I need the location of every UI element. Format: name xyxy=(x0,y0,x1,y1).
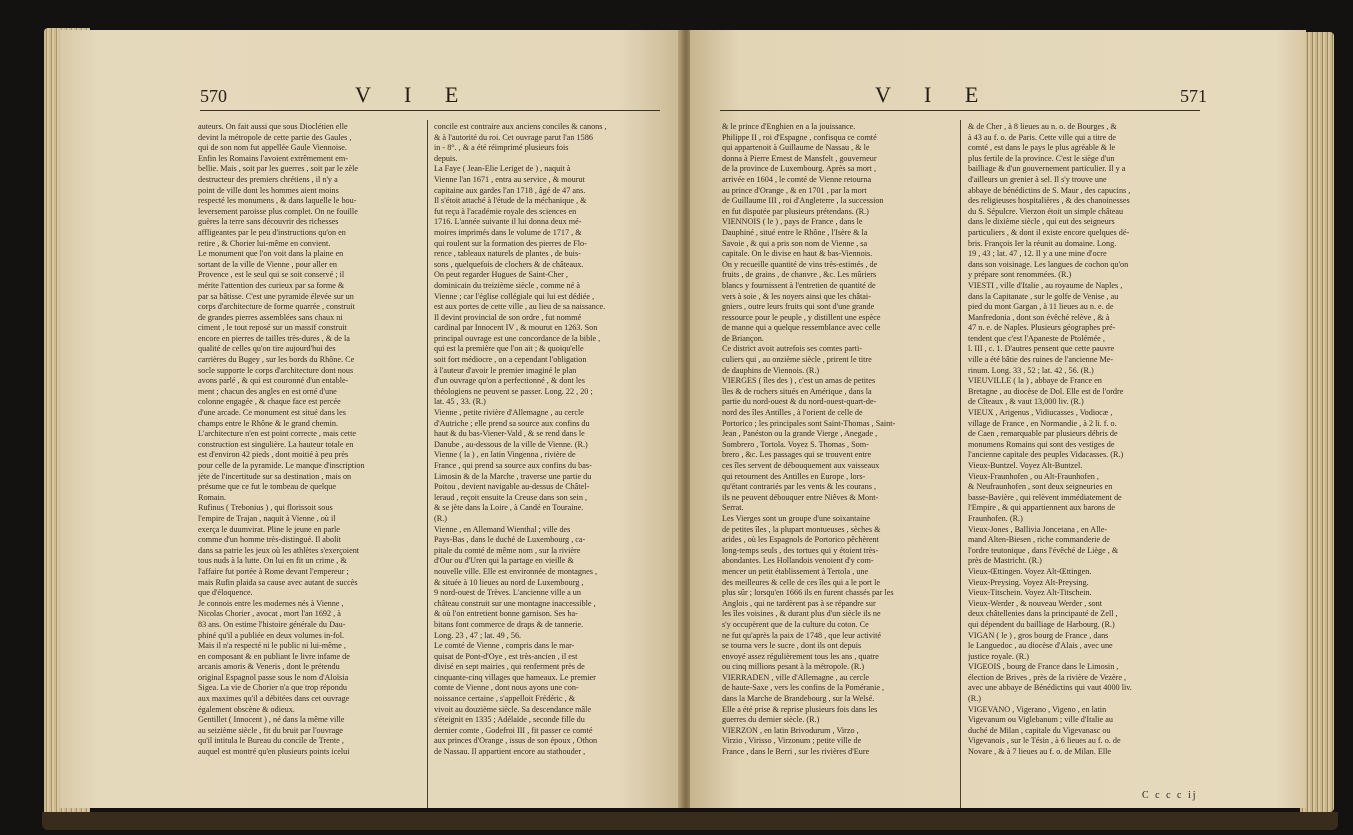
text-line: L'architecture n'en est point correcte , mais cette xyxy=(198,429,356,439)
text-line: comme d'un homme très-distingué. Il abolit xyxy=(198,535,341,545)
text-line: guerres du dernier siècle. (R.) xyxy=(722,715,820,725)
text-line: aux maximes qu'il a débitées dans cet ouvrage xyxy=(198,694,350,704)
text-line: basse-Bavière , qui relèvent immédiatement de xyxy=(968,492,1122,502)
text-line: particuliers , & dont il existe encore quelques dé- xyxy=(968,227,1130,237)
text-line: de haute-Saxe , vers les confins de la Poméranie , xyxy=(722,683,885,693)
text-line: On y recueille quantité de vins très-estimés , de xyxy=(722,259,878,269)
text-line: en fut disputée par plusieurs prétendans. (R.) xyxy=(722,206,869,216)
text-line: cardinal par Innocent IV , & mourut en 1263. Son xyxy=(434,323,598,333)
text-line: Vienne , petite rivière d'Allemagne , au cercle xyxy=(434,408,584,418)
signature-mark: C c c c ij xyxy=(1142,790,1198,801)
text-line: mencer un petit établissement à Tertola , une xyxy=(722,566,869,576)
text-line: de petites îles , la plupart montueuses , sèches & xyxy=(722,524,881,534)
text-line: bellie. Mais , soit par les guerres , soit par le zèle xyxy=(198,164,359,174)
text-line: ils ne peuvent débouquer entre Niêves & Mont- xyxy=(722,492,879,502)
text-line: ressource pour le peuple , y distillent une espèce xyxy=(722,312,881,322)
text-line: rence , tableaux naturels de plantes , de buis- xyxy=(434,249,581,259)
text-line: On peut regarder Hugues de Saint-Cher , xyxy=(434,270,568,280)
text-line: de Briançon. xyxy=(722,333,764,343)
text-line: Limosin & de la Marche , traverse une partie du xyxy=(434,471,592,481)
text-line: d'un ouvrage qu'on a perfectionné , & dont les xyxy=(434,376,585,386)
text-line: mérite l'attention des curieux par sa forme & xyxy=(198,280,345,290)
text-line: d'une arcade. Ce monument est situé dans les xyxy=(198,408,346,418)
left-page-column-2 xyxy=(434,122,662,808)
text-line: jète de l'incertitude sur sa destination , mais on xyxy=(198,471,352,481)
text-line: au prince d'Orange , & en 1701 , par la mort xyxy=(722,185,867,195)
text-line: noissance certaine , s'appelloit Frédéric , & xyxy=(434,694,576,704)
text-line: Nicolas Chorier , avocat , mort l'an 1692 , à xyxy=(198,609,341,619)
text-line: Pays-Bas , dans le duché de Luxembourg , ca- xyxy=(434,535,586,545)
text-line: arcanis amoris & Veneris , dont le prétendu xyxy=(198,662,340,672)
text-line: élection de Brives , près de la rivière de Vezère , xyxy=(968,672,1127,682)
text-line: blancs y fournissent à l'entretien de quantité de xyxy=(722,280,876,290)
text-line: vers à soie , & les noyers ainsi que les châtai- xyxy=(722,291,871,301)
text-line: capitaine aux gardes l'an 1718 , âgé de 47 ans. xyxy=(434,185,586,195)
text-line: avons parlé , & qui est couronné d'un entable- xyxy=(198,376,349,386)
text-line: retire , & Chorier lui-même en convient. xyxy=(198,238,331,248)
text-line: que d'éloquence. xyxy=(198,588,253,598)
text-line: Fraunhofen. (R.) xyxy=(968,513,1023,523)
text-line: France , qui prend sa source aux confins du bas- xyxy=(434,461,592,470)
text-line: VIEUVILLE ( la ) , abbaye de France en xyxy=(968,376,1102,386)
text-line: de Cîteaux , & vaut 13,000 liv. (R.) xyxy=(968,397,1084,407)
text-line: Vigevanum ou Viglebanum ; ville d'Italie au xyxy=(968,715,1113,725)
text-line: l'Empire , & qui appartiennent aux barons de xyxy=(968,503,1115,513)
text-line: VIERRADEN , ville d'Allemagne , au cercle xyxy=(722,672,869,682)
text-line: soit fort médiocre , on a cependant l'obligation xyxy=(434,355,587,365)
text-line: qui roulent sur la formation des pierres de Flo- xyxy=(434,238,587,248)
text-line: qualité de celles qu'on tire aujourd'hui des xyxy=(198,344,336,354)
text-line: îles & de rochers situés en Amérique , dans la xyxy=(722,386,872,396)
text-line: est aux portes de cette ville , au lieu de sa naissance. xyxy=(434,302,606,312)
text-line: de Nassau. Il appartient encore au stathouder , xyxy=(434,747,586,757)
text-line: VIENNOIS ( le ) , pays de France , dans le xyxy=(722,217,863,227)
text-line: à l'auteur d'avoir le premier imaginé le plan xyxy=(434,365,577,375)
text-line: de Caen , remarquable par plusieurs débris de xyxy=(968,429,1118,439)
text-line: Romain. xyxy=(198,492,226,502)
text-line: fut reçu à l'académie royale des sciences en xyxy=(434,206,577,216)
text-line: ou cinq millions pesant à la métropole. (R.) xyxy=(722,662,865,672)
text-line: & à l'autorité du roi. Cet ouvrage parut l'an 1586 xyxy=(434,132,593,142)
text-line: concile est contraire aux anciens conciles & canons , xyxy=(434,122,607,131)
text-line: respecté les monumens , & dans laquelle le bou- xyxy=(198,196,357,206)
text-line: village de France , en Normandie , à 2 li. f. o. xyxy=(968,418,1117,428)
text-line: Sombrero , Tortola. Voyez S. Thomas , Som- xyxy=(722,439,869,449)
text-line: Enfin les Romains l'avoient extrêmement em- xyxy=(198,153,348,163)
text-line: VIESTI , ville d'Italie , au royaume de Naples , xyxy=(968,280,1123,290)
text-line: 19 , 43 ; lat. 47 , 12. Il y a une mine d'ocre xyxy=(968,249,1107,259)
text-line: (R.) xyxy=(968,694,981,704)
text-line: mand Alten-Biesen , riche commanderie de xyxy=(968,535,1110,545)
text-line: se tourna vers le sucre , dont ils ont depuis xyxy=(722,641,862,651)
text-line: & où l'on entretient bonne garnison. Ses ha- xyxy=(434,609,578,619)
text-line: champs entre le Rhône & le grand chemin. xyxy=(198,418,339,428)
text-line: ne fut qu'après la paix de 1748 , que leur activité xyxy=(722,630,882,640)
text-line: arrivée en 1604 , le comté de Vienne retourna xyxy=(722,174,872,184)
text-line: l'ancienne capitale des peuples Vidacasses. (R.) xyxy=(968,450,1124,460)
text-line: comté , est dans le pays le plus agréable & le xyxy=(968,143,1116,153)
text-line: l'affaire fut portée à Rome devant l'empereur ; xyxy=(198,566,349,576)
text-line: présume que ce fut le tombeau de quelque xyxy=(198,482,336,492)
text-line: du S. Sépulcre. Vierzon étoit un simple château xyxy=(968,206,1124,216)
text-line: rinum. Long. 33 , 52 ; lat. 42 , 56. (R.) xyxy=(968,365,1094,375)
text-line: s'y occupèrent que de la culture du coton. Ce xyxy=(722,619,869,629)
text-line: également obscène & odieux. xyxy=(198,704,295,714)
text-line: culiers qui , au onzième siècle , prirent le titre xyxy=(722,355,872,365)
text-line: Provence , est le seul qui se soit conservé ; il xyxy=(198,270,345,280)
text-line: gniers , outre leurs fruits qui sont d'une grande xyxy=(722,302,875,312)
text-line: & se jète dans la Loire , à Candé en Touraine. xyxy=(434,503,584,513)
text-line: de la province de Luxembourg. Après sa mort , xyxy=(722,164,877,174)
text-line: point de ville dont les hommes aient moins xyxy=(198,185,339,195)
text-line: pour celle de la pyramide. Le manque d'inscription xyxy=(198,461,365,470)
text-line: Je connois entre les modernes nés à Vienne , xyxy=(198,598,344,608)
text-line: à 43 au f. o. de Paris. Cette ville qui a titre de xyxy=(968,132,1117,142)
text-line: l. III , c. 1. D'autres pensent que cette pauvre xyxy=(968,344,1115,354)
text-line: Vieux-Preysing. Voyez Alt-Preysing. xyxy=(968,577,1089,587)
text-line: s'éteignit en 1335 ; Adélaïde , seconde fille du xyxy=(434,715,585,725)
book-cover xyxy=(42,812,1338,830)
text-line: pied du mont Gargan , à 11 lieues au n. e. de xyxy=(968,302,1114,312)
text-line: VIGEVANO , Vigerano , Vigeno , en latin xyxy=(968,704,1107,714)
text-line: in - 8°. , & a été réimprimé plusieurs fois xyxy=(434,143,569,153)
text-line: Vienne , en Allemand Wienthal ; ville des xyxy=(434,524,571,534)
text-line: Vienne ( la ) , en latin Vingenna , rivière de xyxy=(434,450,576,460)
text-line: Vienne l'an 1671 , entra au service , & mourut xyxy=(434,174,585,184)
page-number: 571 xyxy=(1180,86,1207,106)
text-line: abondantes. Les Hollandois venoient d'y com- xyxy=(722,556,874,566)
text-line: colonne engagée , & chaque face est percée xyxy=(198,397,341,407)
text-line: théologiens ne peuvent se passer. Long. 22 , 20 ; xyxy=(434,386,593,396)
text-line: bris. François Ier la réunit au domaine. Long. xyxy=(968,238,1117,248)
text-line: qui appartenoit à Guillaume de Nassau , & le xyxy=(722,143,870,153)
text-line: Anglois , qui ne tardèrent pas à se répandre sur xyxy=(722,598,876,608)
text-line: devint la métropole de cette partie des Gaules , xyxy=(198,132,352,142)
header-rule xyxy=(720,110,1200,111)
text-line: Novare , & à 7 lieues au f. o. de Milan. Elle xyxy=(968,747,1112,757)
text-line: monumens Romains qui sont des vestiges de xyxy=(968,439,1115,449)
text-line: qui de son nom fut appellée Gaule Viennoise. xyxy=(198,143,347,153)
text-line: socle supporte le corps d'architecture dont nous xyxy=(198,365,354,375)
text-line: exerça le duumvirat. Pline le jeune en parle xyxy=(198,524,340,534)
text-line: au seizième siècle , fit du bruit par l'ouvrage xyxy=(198,725,343,735)
text-line: Vienne ; car l'église collégiale qui lui est dédiée , xyxy=(434,291,595,301)
text-line: Serrat. xyxy=(722,503,744,513)
text-line: fruits , de grains , de chanvre , &c. Les mûriers xyxy=(722,270,877,280)
text-line: Virzio , Virisso , Virzonum ; petite ville de xyxy=(722,736,862,746)
text-line: l'empire de Trajan , naquit à Vienne , où il xyxy=(198,513,336,523)
text-line: Poitou , devient navigable au-dessus de Châtel- xyxy=(434,482,590,492)
text-line: de Guillaume III , roi d'Angleterre , la succession xyxy=(722,196,884,206)
text-line: mais Rufin plaida sa cause avec autant de succès xyxy=(198,577,358,587)
left-page xyxy=(60,30,682,808)
text-line: sons , quelquefois de clochers & de châteaux. xyxy=(434,259,584,269)
text-line: de dauphins de Viennois. (R.) xyxy=(722,365,820,375)
text-line: carrières du Bugey , sur les bords du Rhône. Ce xyxy=(198,355,355,365)
text-line: Les Vierges sont un groupe d'une soixantaine xyxy=(722,513,871,523)
text-line: d'Autriche ; elle prend sa source aux confins du xyxy=(434,418,590,428)
text-line: Il devint provincial de son ordre , fut nommé xyxy=(434,312,582,322)
text-line: abbaye de bénédictins de S. Maur , des capucins , xyxy=(968,185,1131,195)
text-line: dominicain du treizième siècle , comme né à xyxy=(434,280,580,290)
text-line: VIGEOIS , bourg de France dans le Limosin , xyxy=(968,662,1119,672)
text-line: bailliage & d'un gouvernement particulier. Il y a xyxy=(968,164,1126,174)
text-line: VIERZON , en latin Brivodurum , Virzo , xyxy=(722,725,859,735)
text-line: haut & du bas-Viener-Vald , & se rend dans le xyxy=(434,429,585,439)
text-line: Danube , au-dessous de la ville de Vienne. (R.) xyxy=(434,439,588,449)
text-line: leraud , reçoit ensuite la Creuse dans son sein , xyxy=(434,492,588,502)
text-line: depuis. xyxy=(434,153,458,163)
text-line: d'Our ou d'Uren qui la partage en vieille & xyxy=(434,556,574,566)
text-line: qu'étant contrariés par les vents & les courans , xyxy=(722,482,877,492)
text-line: bitans font commerce de draps & de tannerie. xyxy=(434,619,584,629)
text-line: dans son voisinage. Les langues de cochon qu'on xyxy=(968,259,1129,269)
text-line: Ce district avoit autrefois ses comtes parti- xyxy=(722,344,863,354)
column-divider xyxy=(427,120,428,808)
text-line: les îles voisines , & durant plus d'un siècle ils ne xyxy=(722,609,881,619)
text-line: dans la Marche de Brandebourg , sur la Welsé. xyxy=(722,694,875,704)
text-line: principal ouvrage est une concordance de la bible , xyxy=(434,333,601,343)
text-line: tous nuds à la lutte. On lui en fit un crime , & xyxy=(198,556,347,566)
text-line: qui est la première que l'on ait ; & quoiqu'elle xyxy=(434,344,584,354)
running-head: V I E xyxy=(875,82,993,107)
text-line: plus fertile de la province. C'est le siège d'un xyxy=(968,153,1115,163)
text-line: Portorico ; les principales sont Saint-Thomas , Saint- xyxy=(722,418,896,428)
text-line: quisat de Pont-d'Oye , est très-ancien , il est xyxy=(434,651,578,661)
text-line: moires imprimés dans le volume de 1717 , & xyxy=(434,227,582,237)
running-head: V I E xyxy=(355,82,473,107)
text-line: Vieux-Buntzel. Voyez Alt-Buntzel. xyxy=(968,461,1083,470)
text-line: La Faye ( Jean-Elie Leriget de ) , naquit à xyxy=(434,164,571,174)
text-line: duché de Milan , capitale du Vigevanasc ou xyxy=(968,725,1111,735)
right-page xyxy=(690,30,1306,808)
text-line: & de Cher , à 8 lieues au n. o. de Bourges , & xyxy=(968,122,1117,131)
text-line: Manfredonia , dont son évêché relève , & à xyxy=(968,312,1110,322)
text-line: des meilleures & celle de ces îles qui a le port le xyxy=(722,577,881,587)
text-line: auteurs. On fait aussi que sous Dioclétien elle xyxy=(198,122,348,131)
text-line: VIEUX , Arigenus , Vidiucasses , Vodiocæ , xyxy=(968,408,1113,418)
text-line: ville a été bâtie des ruines de l'ancienne Me- xyxy=(968,355,1114,365)
text-line: deux châtellenies dans la principauté de Zell , xyxy=(968,609,1118,619)
text-line: brero , &c. Les passages qui se trouvent entre xyxy=(722,450,872,460)
text-line: Rufinus ( Trebonius ) , qui florissoit sous xyxy=(198,503,333,513)
text-line: Long. 23 , 47 ; lat. 49 , 56. xyxy=(434,630,522,640)
text-line: Philippe II , roi d'Espagne , confisqua ce comté xyxy=(722,132,877,142)
text-line: dans sa patrie les jeux où les athlètes s'exerçoient xyxy=(198,545,360,555)
text-line: Le monument que l'on voit dans la plaine en xyxy=(198,249,344,259)
text-line: & Neufraunhofen , sont deux seigneuries en xyxy=(968,482,1113,492)
right-page-column-1 xyxy=(722,122,954,808)
text-line: comte de Vienne , dont nous ayons une con- xyxy=(434,683,579,693)
text-line: sortant de la ville de Vienne , pour aller en xyxy=(198,259,337,269)
text-line: 47 n. e. de Naples. Plusieurs géographes pré- xyxy=(968,323,1116,333)
text-line: qu'il intitula le Bureau du concile de Trente , xyxy=(198,736,344,746)
text-line: Vieux-Werder , & nouveau Werder , sont xyxy=(968,598,1102,608)
text-line: près de Mastricht. (R.) xyxy=(968,556,1042,566)
text-line: Vieux-Fraunhofen , ou Alt-Fraunhofen , xyxy=(968,471,1099,481)
text-line: qui dépendent du bailliage de Harbourg. (R.) xyxy=(968,619,1115,629)
text-line: capitale. On le divise en haut & bas-Viennois. xyxy=(722,249,873,259)
text-line: de manne qui a quelque ressemblance avec celle xyxy=(722,323,881,333)
text-line: auquel est montré qu'en plusieurs points icelui xyxy=(198,747,350,757)
text-line: par sa bâtisse. C'est une pyramide élevée sur un xyxy=(198,291,354,301)
text-line: le Languedoc , au diocèse d'Alais , avec une xyxy=(968,641,1113,651)
text-line: justice royale. (R.) xyxy=(968,651,1029,661)
text-line: original Espagnol passe sous le nom d'Aloïsia xyxy=(198,672,349,682)
text-line: vivoit au douzième siècle. Sa descendance mâle xyxy=(434,704,592,714)
text-line: Vieux-Jones , Ballivia Joncetana , en Alle- xyxy=(968,524,1108,534)
text-line: guères la terre sans découvrir des richesses xyxy=(198,217,339,227)
text-line: l'ordre teutonique , dans l'évêché de Liège , & xyxy=(968,545,1119,555)
text-line: ciment , le tout reposé sur un massif construit xyxy=(198,323,347,333)
text-line: dans le dixième siècle , qui eut des seigneurs xyxy=(968,217,1115,227)
text-line: ces îles servent de débouquement aux vaisseaux xyxy=(722,461,880,470)
text-line: Vieux-Œttingen. Voyez Alt-Œttingen. xyxy=(968,566,1092,576)
text-line: Jean , Panéston ou la grande Vierge , Anegade , xyxy=(722,429,878,439)
text-line: leversement paroisse plus complet. On ne fouille xyxy=(198,206,358,216)
text-line: Vigevanois , sur le Tésin , à 6 lieues au f. o. de xyxy=(968,736,1121,746)
text-line: des religieuses hospitalières , & des chanoinesses xyxy=(968,196,1130,206)
text-line: corps d'architecture de forme quarrée , construit xyxy=(198,302,355,312)
column-divider xyxy=(960,120,961,808)
text-line: cinquante-cinq villages que hameaux. Le premier xyxy=(434,672,596,682)
text-line: qui retournent des Antilles en Europe , lors- xyxy=(722,471,866,481)
text-line: de grandes pierres assemblées sans chaux ni xyxy=(198,312,343,322)
text-line: nord des îles Antilles , à l'orient de celle de xyxy=(722,408,863,418)
text-line: construction est singulière. La hauteur totale en xyxy=(198,439,354,449)
text-line: ment ; chacun des angles en est orné d'une xyxy=(198,386,337,396)
text-line: est d'environ 42 pieds , dont moitié à peu près xyxy=(198,450,349,460)
text-line: dans la Capitanate , sur le golfe de Venise , au xyxy=(968,291,1119,301)
page-number: 570 xyxy=(200,86,227,106)
text-line: Le comté de Vienne , compris dans le mar- xyxy=(434,641,575,651)
text-line: Elle a été prise & reprise plusieurs fois dans les xyxy=(722,704,878,714)
text-line: pitale du comté de même nom , sur la rivière xyxy=(434,545,581,555)
text-line: divisé en sept mairies , qui renferment près de xyxy=(434,662,585,672)
right-page-column-2 xyxy=(968,122,1200,802)
text-line: France , dans le Berri , sur les rivières d'Eure xyxy=(722,747,870,757)
text-line: & située à 10 lieues au nord de Luxembourg , xyxy=(434,577,584,587)
text-line: arides , où les Espagnols de Portorico pêchèrent xyxy=(722,535,879,545)
text-line: & le prince d'Enghien en a la jouissance. xyxy=(722,122,856,131)
text-line: Mais il n'a respecté ni le public ni lui-même , xyxy=(198,641,346,651)
text-line: Dauphiné , situé entre le Rhône , l'Isère & la xyxy=(722,227,868,237)
text-line: Sigea. La vie de Chorier n'a que trop répondu xyxy=(198,683,348,693)
text-line: long-temps seuls , des tortues qui y étoient très- xyxy=(722,545,879,555)
text-line: plus sûr ; lorsqu'en 1666 ils en furent chassés par les xyxy=(722,588,894,598)
text-line: donna à Pierre Ernest de Mansfelt , gouverneur xyxy=(722,153,877,163)
text-line: aux princes d'Orange , issus de son époux , Othon xyxy=(434,736,598,746)
text-line: Vieux-Titschein. Voyez Alt-Titschein. xyxy=(968,588,1092,598)
text-line: Savoie , & qui a pris son nom de Vienne , sa xyxy=(722,238,868,248)
text-line: d'ailleurs un grenier à sel. Il s'y trouve une xyxy=(968,174,1107,184)
text-line: en composant & en publiant le livre infame de xyxy=(198,651,350,661)
text-line: lat. 45 , 33. (R.) xyxy=(434,397,486,407)
text-line: 83 ans. On estime l'histoire générale du Dau- xyxy=(198,619,346,629)
text-line: avec une abbaye de Bénédictins qui vaut 4000 liv. xyxy=(968,683,1132,693)
text-line: destructeur des premiers chrétiens , il n'y a xyxy=(198,174,338,184)
text-line: dernier comte , Godefroi III , fit passer ce comté xyxy=(434,725,593,735)
text-line: Il s'étoit attaché à l'étude de la méchanique , & xyxy=(434,196,587,206)
text-line: château construit sur une montagne inaccessible , xyxy=(434,598,596,608)
text-line: encore en pierres de tailles très-dures , & de la xyxy=(198,333,350,343)
text-line: partie du nord-ouest & du nord-ouest-quart-de- xyxy=(722,397,877,407)
text-line: (R.) xyxy=(434,513,447,523)
text-line: phiné qu'il a publiée en deux volumes in-fol. xyxy=(198,630,345,640)
text-line: Gentillet ( Innocent ) , né dans la même ville xyxy=(198,715,345,725)
text-line: tendent que c'est l'Apaneste de Ptolémée , xyxy=(968,333,1105,343)
text-line: 1716. L'année suivante il lui donna deux mé- xyxy=(434,217,582,227)
text-line: affligeantes par le peu d'instructions qu'on en xyxy=(198,227,346,237)
text-line: y prépare sont renommées. (R.) xyxy=(968,270,1072,280)
left-page-column-1 xyxy=(198,122,422,808)
text-line: Bretagne , au diocèse de Dol. Elle est de l'ordre xyxy=(968,386,1124,396)
text-line: nouvelle ville. Elle est environnée de montagnes , xyxy=(434,566,598,576)
header-rule xyxy=(200,110,660,111)
text-line: VIGAN ( le ) , gros bourg de France , dans xyxy=(968,630,1109,640)
text-line: envoyé assez régulièrement tous les ans , quatre xyxy=(722,651,879,661)
text-line: VIERGES ( îles des ) , c'est un amas de petites xyxy=(722,376,876,386)
text-line: 9 nord-ouest de Trèves. L'ancienne ville a un xyxy=(434,588,581,598)
